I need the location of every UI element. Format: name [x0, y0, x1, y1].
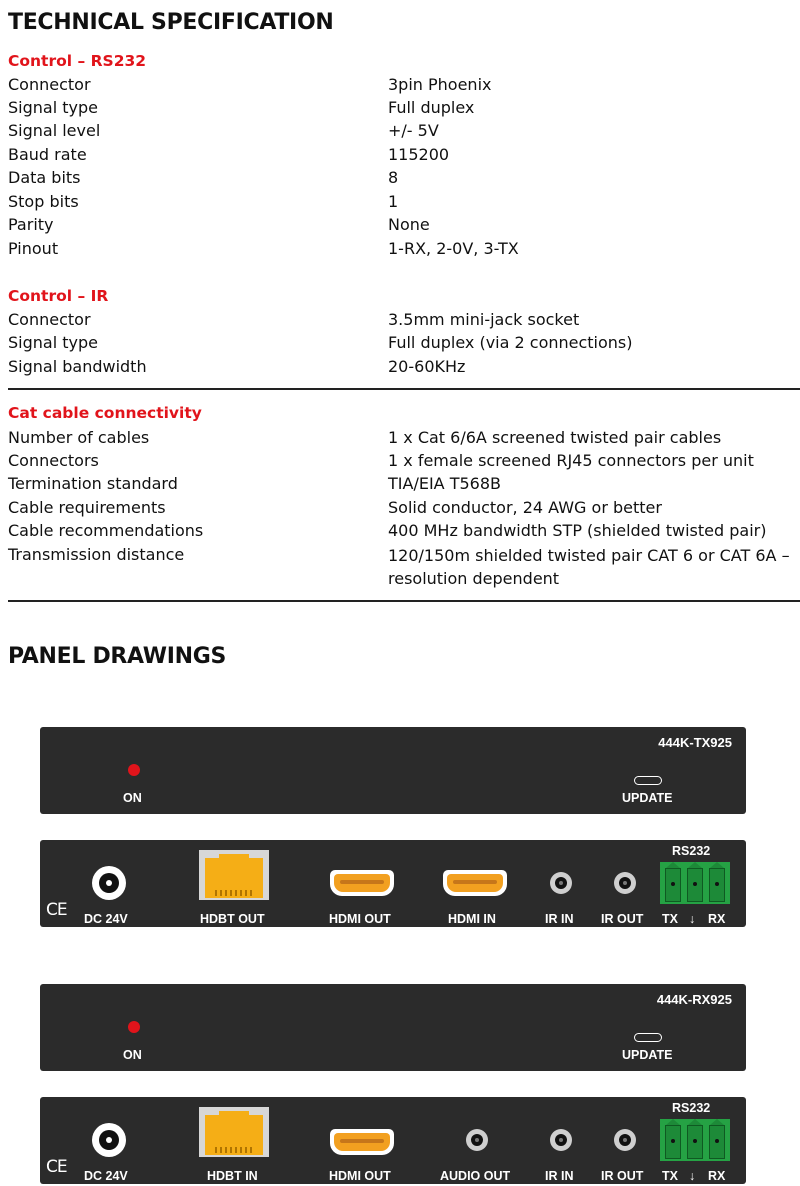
rj45-port-icon: [199, 1107, 269, 1157]
spec-key: Number of cables: [8, 428, 150, 447]
spec-row: [8, 544, 800, 590]
spec-row: [8, 332, 800, 354]
hdmi-port-icon: [330, 870, 394, 896]
hdmi-in-label: HDMI IN: [448, 912, 496, 926]
spec-value: 120/150m shielded twisted pair CAT 6 or CAT 6A – resolution dependent: [388, 546, 790, 588]
update-label: UPDATE: [622, 791, 673, 805]
rs232-heading: Control – RS232: [8, 52, 147, 70]
ir-jack-icon: [550, 1129, 572, 1151]
rs232-label: RS232: [672, 844, 711, 858]
spec-row: [8, 214, 800, 236]
spec-row: [8, 191, 800, 213]
tx-pin-label: TX: [662, 912, 678, 926]
spec-row: [8, 473, 800, 495]
usb-c-port-icon: [634, 776, 662, 785]
spec-row: [8, 309, 800, 331]
spec-value: 8: [388, 168, 399, 187]
spec-key: Connectors: [8, 451, 99, 470]
spec-key: Signal type: [8, 333, 98, 352]
spec-value: Full duplex: [388, 98, 475, 117]
tx-model-label: 444K-TX925: [658, 735, 732, 750]
spec-value: 400 MHz bandwidth STP (shielded twisted pair): [388, 521, 767, 540]
rj45-port-icon: [199, 850, 269, 900]
spec-key: Parity: [8, 215, 54, 234]
on-label: ON: [123, 791, 142, 805]
ground-pin-label: ↓: [689, 912, 696, 926]
dc-jack-icon: [92, 1123, 126, 1157]
spec-value: 20-60KHz: [388, 357, 466, 376]
spec-value: 1: [388, 192, 399, 211]
power-led-icon: [128, 764, 140, 776]
audio-out-label: AUDIO OUT: [440, 1169, 511, 1183]
divider: [8, 388, 800, 390]
spec-row: [8, 97, 800, 119]
spec-value: 3pin Phoenix: [388, 75, 492, 94]
spec-row: [8, 74, 800, 96]
rx-rear-panel: [40, 1097, 746, 1184]
hdmi-out-label: HDMI OUT: [329, 912, 391, 926]
power-led-icon: [128, 1021, 140, 1033]
rx-pin-label: RX: [708, 1169, 726, 1183]
spec-row: [8, 120, 800, 142]
spec-value: Solid conductor, 24 AWG or better: [388, 498, 662, 517]
ir-jack-icon: [614, 872, 636, 894]
spec-row: [8, 238, 800, 260]
spec-key: Signal bandwidth: [8, 357, 147, 376]
ir-jack-icon: [550, 872, 572, 894]
spec-row: [8, 144, 800, 166]
spec-key: Termination standard: [8, 474, 178, 493]
update-label: UPDATE: [622, 1048, 673, 1062]
ground-pin-label: ↓: [689, 1169, 696, 1183]
panels-title: PANEL DRAWINGS: [8, 644, 227, 669]
cat-heading: Cat cable connectivity: [8, 404, 202, 422]
ir-out-label: IR OUT: [601, 1169, 644, 1183]
dc-label: DC 24V: [84, 1169, 128, 1183]
on-label: ON: [123, 1048, 142, 1062]
spec-value: Full duplex (via 2 connections): [388, 333, 633, 352]
hdbt-label: HDBT OUT: [200, 912, 265, 926]
spec-value: +/- 5V: [388, 121, 439, 140]
spec-row: [8, 427, 800, 449]
spec-value: 115200: [388, 145, 450, 164]
ir-in-label: IR IN: [545, 1169, 574, 1183]
tx-front-panel: [40, 727, 746, 814]
ce-mark: CE: [46, 1157, 67, 1177]
spec-value: TIA/EIA T568B: [388, 474, 501, 493]
hdmi-out-label: HDMI OUT: [329, 1169, 391, 1183]
spec-key: Cable requirements: [8, 498, 166, 517]
spec-row: [8, 450, 800, 472]
ce-mark: CE: [46, 900, 67, 920]
hdmi-port-icon: [443, 870, 507, 896]
rx-pin-label: RX: [708, 912, 726, 926]
dc-jack-icon: [92, 866, 126, 900]
spec-value: None: [388, 215, 430, 234]
spec-key: Signal type: [8, 98, 98, 117]
hdbt-label: HDBT IN: [207, 1169, 258, 1183]
spec-value: 1 x Cat 6/6A screened twisted pair cables: [388, 428, 722, 447]
spec-row: [8, 356, 800, 378]
spec-value: 1-RX, 2-0V, 3-TX: [388, 239, 519, 258]
spec-key: Stop bits: [8, 192, 79, 211]
spec-key: Baud rate: [8, 145, 87, 164]
spec-key: Connector: [8, 75, 91, 94]
ir-jack-icon: [614, 1129, 636, 1151]
spec-row: [8, 520, 800, 542]
phoenix-terminal-icon: [660, 862, 730, 904]
spec-value: 3.5mm mini-jack socket: [388, 310, 580, 329]
spec-value: 1 x female screened RJ45 connectors per unit: [388, 451, 754, 470]
spec-row: [8, 497, 800, 519]
spec-key: Signal level: [8, 121, 101, 140]
dc-label: DC 24V: [84, 912, 128, 926]
ir-heading: Control – IR: [8, 287, 109, 305]
spec-key: Cable recommendations: [8, 521, 204, 540]
spec-key: Pinout: [8, 239, 59, 258]
spec-key: Connector: [8, 310, 91, 329]
ir-in-label: IR IN: [545, 912, 574, 926]
phoenix-terminal-icon: [660, 1119, 730, 1161]
spec-title: TECHNICAL SPECIFICATION: [8, 10, 334, 35]
spec-row: [8, 167, 800, 189]
tx-rear-panel: [40, 840, 746, 927]
rs232-label: RS232: [672, 1101, 711, 1115]
tx-pin-label: TX: [662, 1169, 678, 1183]
rx-model-label: 444K-RX925: [656, 992, 732, 1007]
spec-key: Transmission distance: [8, 545, 185, 564]
audio-jack-icon: [466, 1129, 488, 1151]
ir-out-label: IR OUT: [601, 912, 644, 926]
spec-key: Data bits: [8, 168, 81, 187]
usb-c-port-icon: [634, 1033, 662, 1042]
rx-front-panel: [40, 984, 746, 1071]
divider: [8, 600, 800, 602]
hdmi-port-icon: [330, 1129, 394, 1155]
